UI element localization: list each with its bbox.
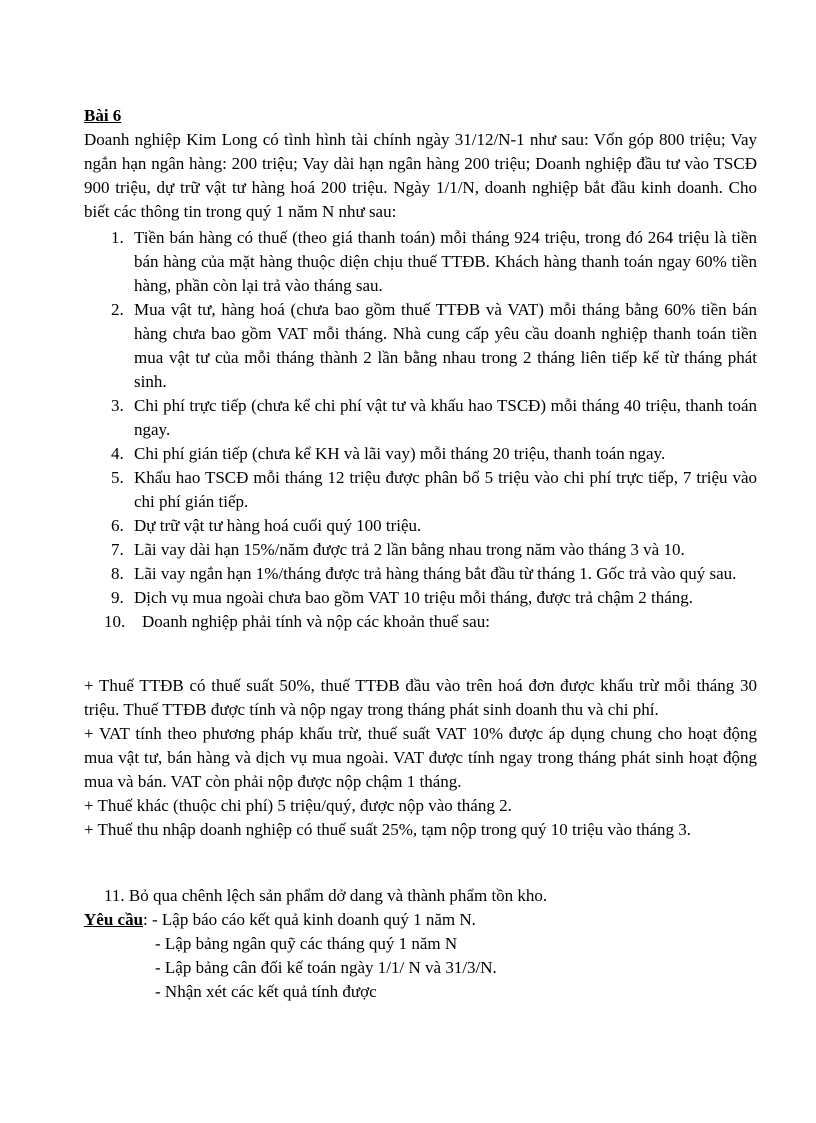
tax-list [84,674,757,842]
list-item [84,586,757,610]
list-item-number: 2. [111,300,124,319]
list-item-11: 11. Bỏ qua chênh lệch sản phẩm dở dang và thành phẩm tồn kho. [104,886,548,905]
requirements-section [84,908,757,1004]
list-item [84,466,757,514]
list-item [84,610,757,634]
list-item-text: Tiền bán hàng có thuế (theo giá thanh toán) mỗi tháng 924 triệu, trong đó 264 triệu là tiền bán hàng của mặt hàng thuộc diện chịu thuế TTĐB. Khách hàng thanh toán ngay 60% tiền hàng, phần còn lại trả vào tháng sau. [134,228,757,295]
list-item-number: 6. [111,516,124,535]
list-item-text: Dự trữ vật tư hàng hoá cuối quý 100 triệu. [134,516,422,535]
tax-item-other: + Thuế khác (thuộc chi phí) 5 triệu/quý, được nộp vào tháng 2. [84,796,512,815]
tax-item-cit: + Thuế thu nhập doanh nghiệp có thuế suất 25%, tạm nộp trong quý 10 triệu vào tháng 3. [84,820,691,839]
list-item-text: Lãi vay ngắn hạn 1%/tháng được trả hàng tháng bắt đầu từ tháng 1. Gốc trả vào quý sau. [134,564,737,583]
list-item [84,562,757,586]
list-item [84,394,757,442]
tax-item-ttdb: + Thuế TTĐB có thuế suất 50%, thuế TTĐB đầu vào trên hoá đơn được khấu trừ mỗi tháng 30 triệu. Thuế TTĐB được tính và nộp ngay trong tháng phát sinh doanh thu và chi phí. [84,676,757,719]
intro-paragraph: Doanh nghiệp Kim Long có tình hình tài chính ngày 31/12/N-1 như sau: Vốn góp 800 triệu; Vay ngắn hạn ngân hàng: 200 triệu; Vay dài hạn ngân hàng 200 triệu; Doanh nghiệp đầu tư vào TSCĐ 900 triệu, dự trữ vật tư hàng hoá 200 triệu. Ngày 1/1/N, doanh nghiệp bắt đầu kinh doanh. Cho biết các thông tin trong quý 1 năm N như sau: [84,130,757,221]
requirement-line: - Nhận xét các kết quả tính được [155,982,377,1001]
list-item-text: Dịch vụ mua ngoài chưa bao gồm VAT 10 triệu mỗi tháng, được trả chậm 2 tháng. [134,588,694,607]
list-item-text: Mua vật tư, hàng hoá (chưa bao gồm thuế TTĐB và VAT) mỗi tháng bằng 60% tiền bán hàng chưa bao gồm VAT mỗi tháng. Nhà cung cấp yêu cầu doanh nghiệp thanh toán tiền mua vật tư của mỗi tháng thành 2 lần bằng nhau trong 2 tháng liên tiếp kể từ tháng phát sinh. [134,300,757,391]
requirement-first: : - Lập báo cáo kết quả kinh doanh quý 1 năm N. [143,910,476,929]
list-item-number: 7. [111,540,124,559]
list-item [84,226,757,298]
list-item [84,514,757,538]
list-item-text: Chi phí gián tiếp (chưa kể KH và lãi vay) mỗi tháng 20 triệu, thanh toán ngay. [134,444,666,463]
list-item-text: Lãi vay dài hạn 15%/năm được trả 2 lần bằng nhau trong năm vào tháng 3 và 10. [134,540,685,559]
requirement-line [84,908,757,932]
list-item-text: Khấu hao TSCĐ mỗi tháng 12 triệu được phân bổ 5 triệu vào chi phí trực tiếp, 7 triệu vào chi phí gián tiếp. [134,468,757,511]
list-item-number: 3. [111,396,124,415]
requirement-line: - Lập bảng ngân quỹ các tháng quý 1 năm N [155,934,458,953]
list-item-text: Doanh nghiệp phải tính và nộp các khoản thuế sau: [142,612,490,631]
list-item [84,538,757,562]
requirements-label: Yêu cầu [84,910,144,929]
exercise-title: Bài 6 [84,106,122,125]
list-item-number: 1. [111,228,124,247]
requirement-line: - Lập bảng cân đối kế toán ngày 1/1/ N và 31/3/N. [155,958,497,977]
list-item-text: Chi phí trực tiếp (chưa kể chi phí vật tư và khấu hao TSCĐ) mỗi tháng 40 triệu, thanh toán ngay. [134,396,757,439]
list-item-number: 4. [111,444,124,463]
list-item [84,442,757,466]
list-item-number: 10. [104,612,126,631]
list-item-number: 9. [111,588,124,607]
list-item-number: 8. [111,564,124,583]
tax-item-vat: + VAT tính theo phương pháp khấu trừ, thuế suất VAT 10% được áp dụng chung cho hoạt động mua vật tư, bán hàng và dịch vụ mua ngoài. VAT được tính ngay trong tháng phát sinh hoạt động mua và bán. VAT còn phải nộp được nộp chậm 1 tháng. [84,724,757,791]
list-item-number: 5. [111,468,124,487]
numbered-list [84,226,757,634]
list-item [84,298,757,394]
